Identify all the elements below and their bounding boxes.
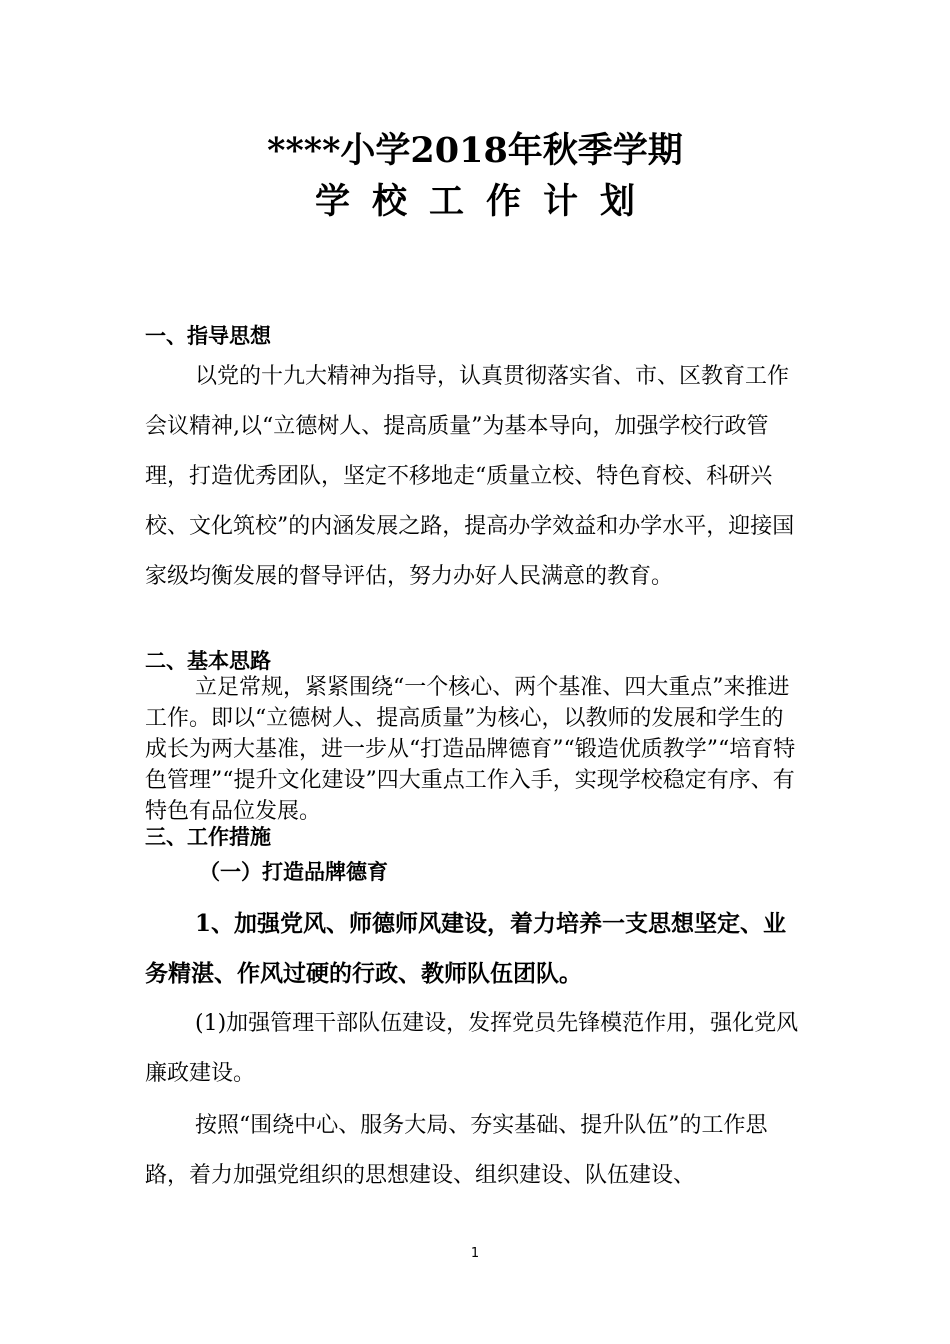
section-body-guiding-ideology: 以党的十九大精神为指导，认真贯彻落实省、市、区教育工作会议精神,以“立德树人、提高质量”为基本导向，加强学校行政管理，打造优秀团队，坚定不移地走“质量立校、特色育校、科研兴校、文化筑校”的内涵发展之路，提高办学效益和办学水平，迎接国家级均衡发展的督导评估，努力办好人民满意的教育。 xyxy=(145,364,795,589)
page-number: 1 xyxy=(470,1246,480,1261)
subsection-heading-moral-education: （一）打造品牌德育 xyxy=(199,860,388,884)
item-body-work-approach: 按照“围绕中心、服务大局、夯实基础、提升队伍”的工作思路，着力加强党组织的思想建设、组织建设、队伍建设、 xyxy=(145,1113,768,1188)
section-heading-guiding-ideology: 一、指导思想 xyxy=(145,324,271,348)
document-title: ****小学2018年秋季学期 xyxy=(267,130,683,171)
item-subpoint-cadre-building: (1)加强管理干部队伍建设，发挥党员先锋模范作用，强化党风廉政建设。 xyxy=(145,1011,799,1086)
section-body-basic-approach: 立足常规，紧紧围绕“一个核心、两个基准、四大重点”来推进工作。即以“立德树人、提高质量”为核心，以教师的发展和学生的成长为两大基准，进一步从“打造品牌德育”“锻造优质教学”“培育特色管理”“提升文化建设”四大重点工作入手，实现学校稳定有序、有特色有品位发展。 xyxy=(145,675,796,824)
item-heading-party-conduct: 1、加强党风、师德师风建设，着力培养一支思想坚定、业务精湛、作风过硬的行政、教师队伍团队。 xyxy=(145,910,787,987)
section-heading-work-measures: 三、工作措施 xyxy=(145,825,271,849)
document-subtitle: 学校工作计划 xyxy=(314,181,657,222)
section-heading-basic-approach: 二、基本思路 xyxy=(145,649,271,673)
